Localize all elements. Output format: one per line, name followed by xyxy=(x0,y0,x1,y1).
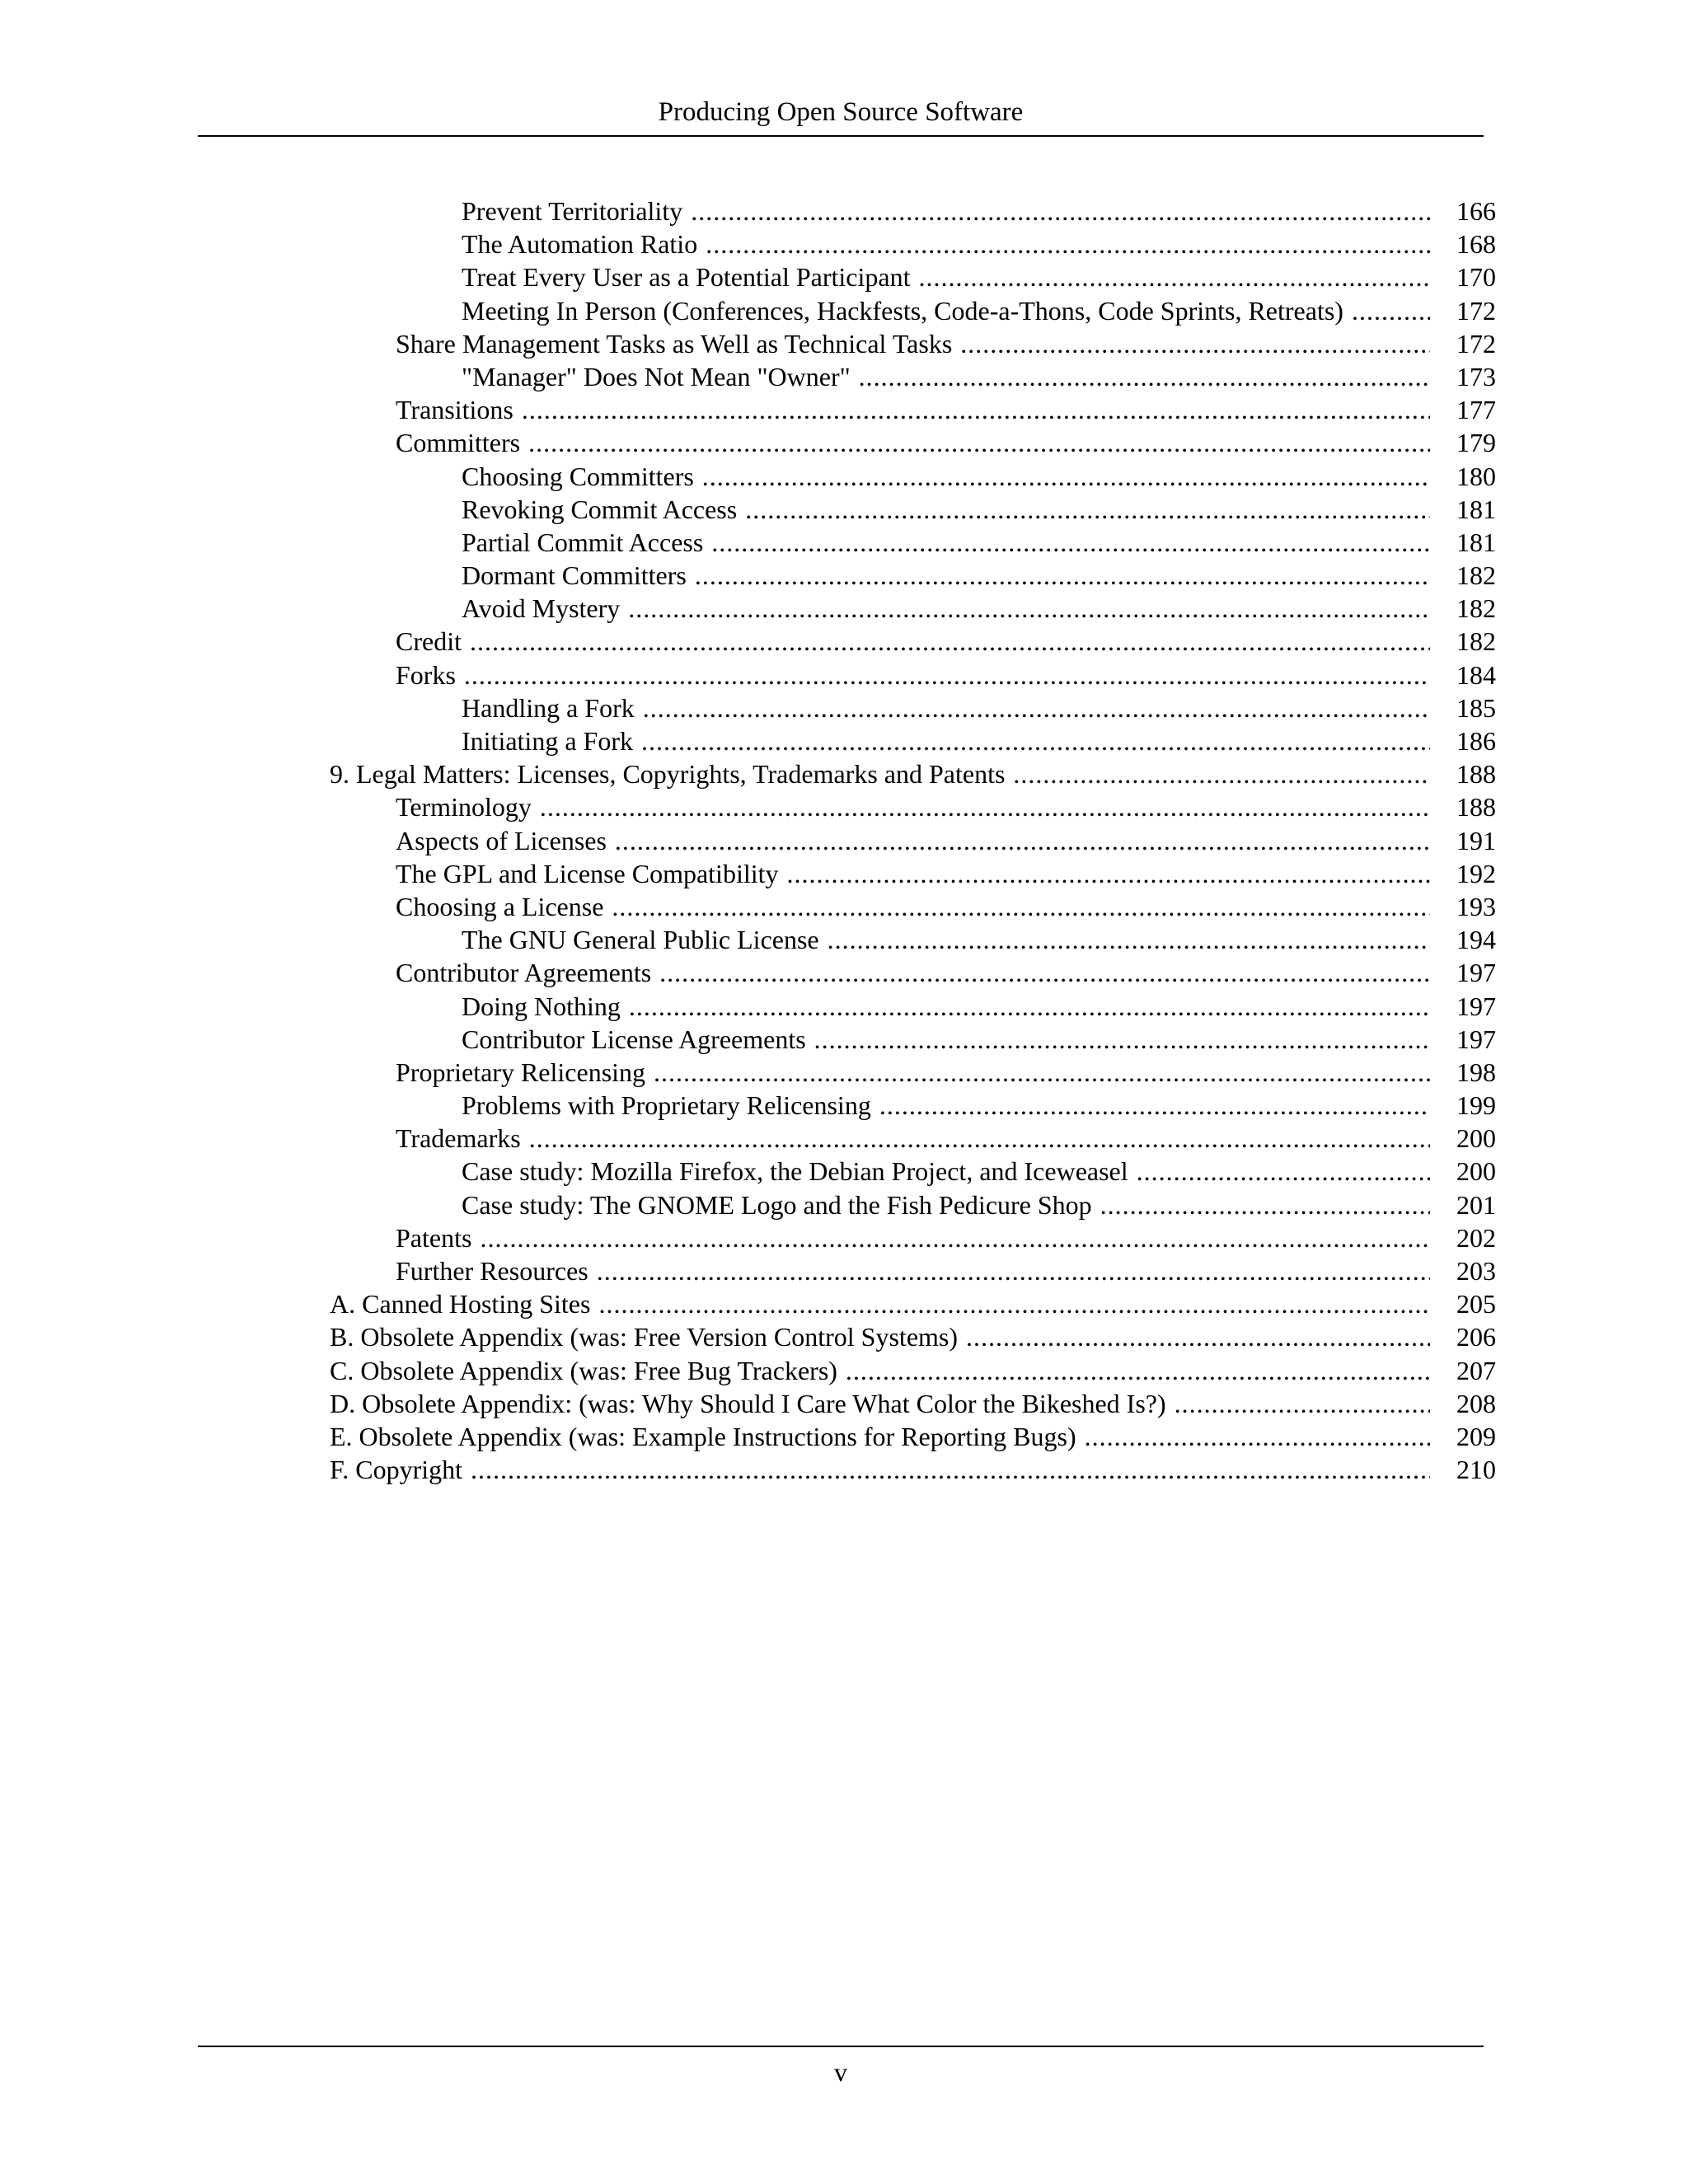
toc-entry[interactable] xyxy=(330,327,1496,360)
toc-entry-page: 208 xyxy=(1456,1388,1496,1418)
toc-entry-page: 205 xyxy=(1456,1289,1496,1319)
toc-entry-title: Treat Every User as a Potential Participant xyxy=(462,262,911,293)
toc-entry-page: 166 xyxy=(1456,196,1496,226)
dot-leader xyxy=(659,956,1430,989)
toc-entry[interactable] xyxy=(330,1221,1496,1254)
dot-leader xyxy=(918,260,1430,293)
toc-entry-page: 168 xyxy=(1456,229,1496,260)
toc-entry[interactable] xyxy=(330,1056,1496,1089)
toc-entry-title: Transitions xyxy=(396,395,513,425)
dot-leader xyxy=(814,1023,1430,1056)
dot-leader xyxy=(960,327,1430,360)
toc-entry-title: Doing Nothing xyxy=(462,991,621,1021)
dot-leader xyxy=(846,1354,1430,1387)
toc-entry-page: 199 xyxy=(1456,1090,1496,1121)
toc-entry-title: F. Copyright xyxy=(330,1455,463,1485)
toc-entry[interactable] xyxy=(330,658,1496,691)
toc-entry[interactable] xyxy=(330,526,1496,559)
dot-leader xyxy=(1137,1155,1430,1188)
toc-entry-page: 179 xyxy=(1456,428,1496,458)
toc-entry[interactable] xyxy=(330,824,1496,857)
dot-leader xyxy=(470,625,1430,658)
toc-entry-title: Avoid Mystery xyxy=(462,593,621,624)
dot-leader xyxy=(597,1254,1430,1287)
toc-entry[interactable] xyxy=(330,1387,1496,1420)
toc-entry-page: 197 xyxy=(1456,991,1496,1021)
toc-entry[interactable] xyxy=(330,890,1496,923)
toc-entry-title: 9. Legal Matters: Licenses, Copyrights, Trademarks and Patents xyxy=(330,759,1006,790)
dot-leader xyxy=(706,227,1430,260)
dot-leader xyxy=(1085,1420,1430,1453)
dot-leader xyxy=(528,426,1430,459)
toc-entry[interactable] xyxy=(330,1023,1496,1056)
toc-entry-page: 203 xyxy=(1456,1256,1496,1286)
toc-entry[interactable] xyxy=(330,1320,1496,1353)
toc-entry-title: "Manager" Does Not Mean "Owner" xyxy=(462,361,851,391)
toc-entry-title: Dormant Committers xyxy=(462,560,687,591)
toc-entry[interactable] xyxy=(330,393,1496,426)
toc-entry-title: Forks xyxy=(396,659,456,690)
toc-entry[interactable] xyxy=(330,956,1496,989)
toc-entry-page: 192 xyxy=(1456,858,1496,888)
dot-leader xyxy=(464,658,1430,691)
toc-entry-page: 186 xyxy=(1456,726,1496,756)
dot-leader xyxy=(966,1320,1430,1353)
dot-leader xyxy=(879,1089,1430,1122)
page-number: v xyxy=(834,2057,847,2087)
toc-entry-page: 181 xyxy=(1456,494,1496,524)
toc-entry-title: Contributor License Agreements xyxy=(462,1024,806,1054)
dot-leader xyxy=(1013,757,1430,790)
toc-entry[interactable] xyxy=(330,724,1496,757)
dot-leader xyxy=(643,691,1430,724)
toc-entry-title: Trademarks xyxy=(396,1123,521,1154)
toc-entry[interactable] xyxy=(330,691,1496,724)
toc-entry-title: Patents xyxy=(396,1222,472,1253)
toc-entry-page: 201 xyxy=(1456,1189,1496,1220)
toc-entry[interactable] xyxy=(330,460,1496,493)
toc-entry-page: 170 xyxy=(1456,262,1496,293)
toc-entry-title: The GNU General Public License xyxy=(462,925,819,955)
dot-leader xyxy=(480,1221,1430,1254)
dot-leader xyxy=(828,923,1430,956)
header-rule xyxy=(198,135,1484,137)
dot-leader xyxy=(1100,1188,1430,1221)
dot-leader xyxy=(629,990,1430,1023)
toc-entry-title: Partial Commit Access xyxy=(462,527,704,557)
toc-entry-title: Terminology xyxy=(396,792,532,823)
toc-entry-page: 191 xyxy=(1456,825,1496,855)
toc-entry-page: 185 xyxy=(1456,692,1496,723)
toc-entry[interactable] xyxy=(330,790,1496,823)
toc-entry-page: 200 xyxy=(1456,1123,1496,1154)
toc-entry-page: 207 xyxy=(1456,1355,1496,1385)
toc-entry-page: 182 xyxy=(1456,626,1496,657)
dot-leader xyxy=(598,1287,1430,1320)
toc-entry[interactable] xyxy=(330,426,1496,459)
toc-entry-page: 173 xyxy=(1456,361,1496,391)
toc-entry-page: 184 xyxy=(1456,659,1496,690)
dot-leader xyxy=(641,724,1430,757)
toc-entry-title: Aspects of Licenses xyxy=(396,825,607,855)
dot-leader xyxy=(615,824,1430,857)
toc-entry[interactable] xyxy=(330,294,1496,327)
dot-leader xyxy=(471,1453,1430,1486)
toc-entry[interactable] xyxy=(330,625,1496,658)
dot-leader xyxy=(859,360,1430,393)
toc-entry-page: 188 xyxy=(1456,792,1496,823)
dot-leader xyxy=(745,493,1430,526)
toc-entry[interactable] xyxy=(330,559,1496,592)
table-of-contents xyxy=(330,194,1496,1486)
dot-leader xyxy=(522,393,1430,426)
toc-entry-title: Further Resources xyxy=(396,1256,588,1286)
toc-entry-page: 202 xyxy=(1456,1222,1496,1253)
toc-entry-title: Case study: The GNOME Logo and the Fish Pedicure Shop xyxy=(462,1189,1092,1220)
toc-entry-title: A. Canned Hosting Sites xyxy=(330,1289,591,1319)
dot-leader xyxy=(711,526,1430,559)
toc-entry-title: C. Obsolete Appendix (was: Free Bug Trackers) xyxy=(330,1355,837,1385)
dot-leader xyxy=(1175,1387,1430,1420)
toc-entry[interactable] xyxy=(330,1122,1496,1155)
toc-entry-title: Share Management Tasks as Well as Technical Tasks xyxy=(396,328,953,359)
toc-entry[interactable] xyxy=(330,1420,1496,1453)
toc-entry-page: 198 xyxy=(1456,1057,1496,1087)
toc-entry[interactable] xyxy=(330,923,1496,956)
dot-leader xyxy=(654,1056,1430,1089)
toc-entry-title: Case study: Mozilla Firefox, the Debian Project, and Iceweasel xyxy=(462,1156,1128,1187)
dot-leader xyxy=(612,890,1430,923)
toc-entry[interactable] xyxy=(330,1155,1496,1188)
toc-entry-page: 181 xyxy=(1456,527,1496,557)
toc-entry-title: The GPL and License Compatibility xyxy=(396,858,779,888)
dot-leader xyxy=(691,194,1430,227)
toc-entry-page: 197 xyxy=(1456,1024,1496,1054)
toc-entry-title: Contributor Agreements xyxy=(396,958,652,988)
toc-entry[interactable] xyxy=(330,360,1496,393)
toc-entry-title: Initiating a Fork xyxy=(462,726,633,756)
toc-entry[interactable] xyxy=(330,1453,1496,1486)
toc-entry-page: 193 xyxy=(1456,891,1496,921)
toc-entry-title: Committers xyxy=(396,428,521,458)
toc-entry-title: Choosing a License xyxy=(396,891,604,921)
toc-entry-title: B. Obsolete Appendix (was: Free Version Control Systems) xyxy=(330,1322,959,1352)
dot-leader xyxy=(787,857,1431,890)
dot-leader xyxy=(540,790,1430,823)
toc-entry[interactable] xyxy=(330,1188,1496,1221)
toc-entry-page: 209 xyxy=(1456,1421,1496,1451)
running-header: Producing Open Source Software xyxy=(658,97,1024,127)
toc-entry[interactable] xyxy=(330,990,1496,1023)
toc-entry-title: Choosing Committers xyxy=(462,461,694,491)
toc-entry[interactable] xyxy=(330,857,1496,890)
toc-entry-page: 200 xyxy=(1456,1156,1496,1187)
toc-entry[interactable] xyxy=(330,194,1496,227)
toc-entry-page: 188 xyxy=(1456,759,1496,790)
dot-leader xyxy=(628,592,1430,625)
dot-leader xyxy=(1352,294,1430,327)
toc-entry-page: 194 xyxy=(1456,925,1496,955)
toc-entry[interactable] xyxy=(330,1354,1496,1387)
toc-entry[interactable] xyxy=(330,1089,1496,1122)
toc-entry-title: D. Obsolete Appendix: (was: Why Should I Care What Color the Bikeshed Is?) xyxy=(330,1388,1166,1418)
toc-entry-page: 172 xyxy=(1456,328,1496,359)
toc-entry-title: Meeting In Person (Conferences, Hackfests, Code-a-Thons, Code Sprints, Retreats) xyxy=(462,295,1343,326)
toc-entry-title: Revoking Commit Access xyxy=(462,494,738,524)
dot-leader xyxy=(702,460,1430,493)
toc-entry[interactable] xyxy=(330,493,1496,526)
dot-leader xyxy=(529,1122,1430,1155)
toc-entry-title: Handling a Fork xyxy=(462,692,635,723)
toc-entry-page: 197 xyxy=(1456,958,1496,988)
dot-leader xyxy=(695,559,1430,592)
toc-entry[interactable] xyxy=(330,757,1496,790)
toc-entry[interactable] xyxy=(330,260,1496,293)
toc-entry-title: E. Obsolete Appendix (was: Example Instructions for Reporting Bugs) xyxy=(330,1421,1076,1451)
toc-entry-page: 182 xyxy=(1456,593,1496,624)
toc-entry-page: 172 xyxy=(1456,295,1496,326)
toc-entry[interactable] xyxy=(330,592,1496,625)
toc-entry-page: 177 xyxy=(1456,395,1496,425)
toc-entry-title: Problems with Proprietary Relicensing xyxy=(462,1090,871,1121)
toc-entry-title: Prevent Territoriality xyxy=(462,196,683,226)
toc-entry-page: 210 xyxy=(1456,1455,1496,1485)
toc-entry-title: Proprietary Relicensing xyxy=(396,1057,646,1087)
toc-entry[interactable] xyxy=(330,227,1496,260)
toc-entry-page: 182 xyxy=(1456,560,1496,591)
footer-rule xyxy=(198,2046,1484,2047)
toc-entry-title: The Automation Ratio xyxy=(462,229,698,260)
toc-entry-page: 180 xyxy=(1456,461,1496,491)
toc-entry[interactable] xyxy=(330,1287,1496,1320)
toc-entry-page: 206 xyxy=(1456,1322,1496,1352)
toc-entry-title: Credit xyxy=(396,626,462,657)
toc-entry[interactable] xyxy=(330,1254,1496,1287)
